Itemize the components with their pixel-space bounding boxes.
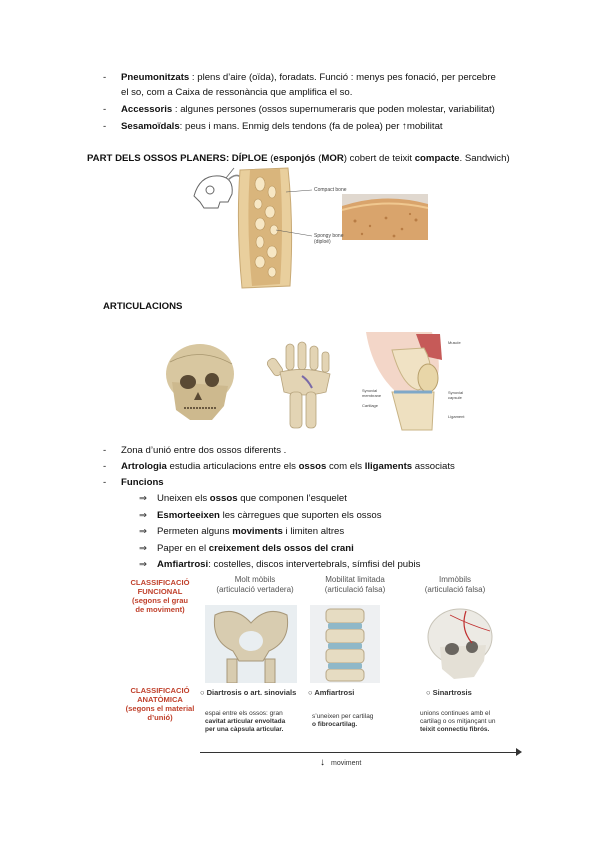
double-arrow-icon: ⇒ bbox=[139, 493, 148, 504]
pelvis-image bbox=[205, 605, 297, 683]
planers-heading: PART DELS OSSOS PLANERS: DÍPLOE (esponjós (MOR) cobert de teixit compacte. Sandwich) bbox=[87, 153, 510, 164]
synovial-membrane-label: Synovial membrane bbox=[362, 388, 382, 398]
classificacio-funcional-label: CLASSIFICACIÓ FUNCIONAL (segons el grau de moviment) bbox=[130, 578, 190, 614]
col1-header: Molt mòbils (articulació vertadera) bbox=[216, 575, 294, 594]
double-arrow-icon: ⇒ bbox=[139, 510, 148, 521]
col2-description: s’uneixen per cartilag o fibrocartilag. bbox=[312, 713, 374, 728]
funcio-item: ⇒ Uneixen els ossos que componen l’esquelet bbox=[139, 493, 347, 504]
articulacions-heading: ARTICULACIONS bbox=[103, 301, 183, 312]
muscle-label: Muscle bbox=[448, 340, 461, 345]
col2-header: Mobilitat limitada (articulació falsa) bbox=[324, 575, 386, 594]
double-arrow-icon: ⇒ bbox=[139, 559, 148, 570]
skull-icon bbox=[150, 336, 242, 428]
term-accessoris: Accessoris bbox=[121, 104, 173, 115]
compact-bone-label: Compact bone bbox=[314, 187, 347, 193]
funcio-item: ⇒ Paper en el creixement dels ossos del crani bbox=[139, 543, 354, 554]
term-pneumonitzats: Pneumonitzats bbox=[121, 72, 190, 83]
diploe-illustration bbox=[190, 166, 430, 290]
knee-image bbox=[362, 330, 474, 432]
wrist-icon bbox=[246, 340, 358, 430]
term-sesamoidals: Sesamoïdals bbox=[121, 121, 180, 132]
cartilage-label: Cartilage bbox=[362, 403, 379, 408]
spongy-bone-label: Spongy bone (diploë) bbox=[314, 233, 344, 245]
wrist-image bbox=[246, 340, 358, 430]
skull-image bbox=[150, 336, 242, 428]
col3-header: Immòbils (articulació falsa) bbox=[424, 575, 486, 594]
col1-name: ○ Diartrosis o art. sinovials bbox=[200, 688, 297, 697]
col1-description: espai entre els ossos: gran cavitat articular envoltada per una càpsula articular. bbox=[205, 710, 286, 733]
double-arrow-icon: ⇒ bbox=[139, 526, 148, 537]
double-arrow-icon: ⇒ bbox=[139, 543, 148, 554]
synovial-capsule-label: Synovial capsule bbox=[448, 390, 464, 400]
diploe-svg bbox=[190, 166, 430, 290]
spine-image bbox=[310, 605, 380, 683]
col3-name: ○ Sinartrosis bbox=[426, 688, 472, 697]
down-arrow-icon: ↓ bbox=[320, 757, 325, 768]
moviment-axis-arrowhead bbox=[516, 748, 522, 756]
skull-sutures-image bbox=[420, 603, 498, 683]
funcio-item: ⇒ Permeten alguns moviments i limiten altres bbox=[139, 526, 345, 537]
col2-name: ○ Amfiartrosi bbox=[308, 688, 355, 697]
col3-description: unions continues amb el cartilag o os mitjançant un teixit connectiu fibrós. bbox=[420, 710, 496, 733]
funcio-item: ⇒ Esmorteeixen les càrregues que suporten els ossos bbox=[139, 510, 382, 521]
skull-suture-icon bbox=[420, 603, 498, 683]
ligament-label: Ligament bbox=[448, 414, 465, 419]
spine-icon bbox=[310, 605, 380, 683]
funcio-item: ⇒ Amfiartrosi: costelles, discos intervertebrals, símfisi del pubis bbox=[139, 559, 421, 570]
classificacio-anatomica-label: CLASSIFICACIÓ ANATÒMICA (segons el material d’unió) bbox=[125, 686, 195, 722]
moviment-axis bbox=[200, 752, 520, 753]
up-arrow-icon: ↑ bbox=[402, 121, 407, 132]
pelvis-icon bbox=[205, 605, 297, 683]
moviment-label: moviment bbox=[331, 760, 362, 767]
